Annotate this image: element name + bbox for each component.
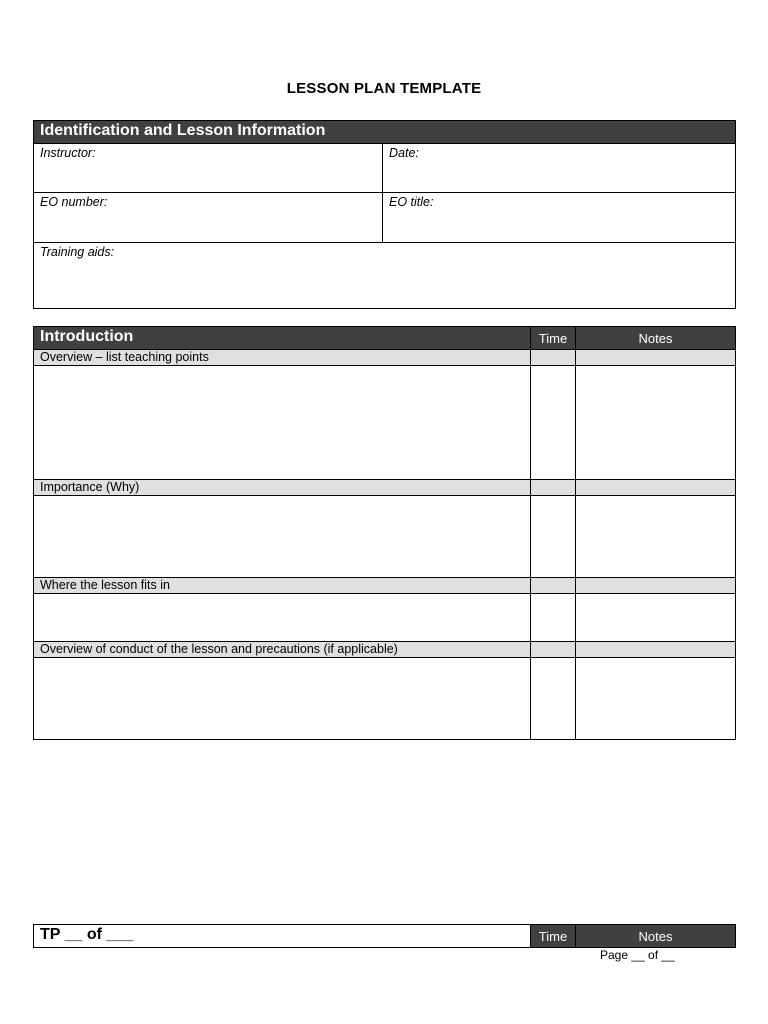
importance-time-cell[interactable] [531, 496, 576, 578]
conduct-time-cell[interactable] [531, 658, 576, 740]
section-notes-blank [576, 642, 736, 658]
page-number: Page __ of __ [600, 948, 675, 962]
section-time-blank [531, 480, 576, 496]
overview-content-cell[interactable] [34, 366, 531, 480]
section-label-lesson-fits: Where the lesson fits in [34, 578, 531, 594]
section-time-blank [531, 350, 576, 366]
teaching-point-label: TP __ of ___ [34, 925, 531, 948]
identification-table [33, 120, 736, 309]
lesson-fits-notes-cell[interactable] [576, 594, 736, 642]
overview-time-cell[interactable] [531, 366, 576, 480]
section-time-blank [531, 642, 576, 658]
eo-number-field[interactable]: EO number: [34, 193, 383, 243]
document-title: LESSON PLAN TEMPLATE [286, 80, 482, 97]
lesson-fits-content-cell[interactable] [34, 594, 531, 642]
teaching-point-table [33, 924, 736, 948]
tp-time-header: Time [531, 925, 576, 948]
eo-title-field[interactable]: EO title: [383, 193, 736, 243]
conduct-notes-cell[interactable] [576, 658, 736, 740]
section-label-overview: Overview – list teaching points [34, 350, 531, 366]
importance-notes-cell[interactable] [576, 496, 736, 578]
conduct-content-cell[interactable] [34, 658, 531, 740]
section-time-blank [531, 578, 576, 594]
identification-header: Identification and Lesson Information [34, 121, 736, 144]
section-label-importance: Importance (Why) [34, 480, 531, 496]
section-notes-blank [576, 578, 736, 594]
lesson-fits-time-cell[interactable] [531, 594, 576, 642]
overview-notes-cell[interactable] [576, 366, 736, 480]
introduction-header: Introduction [34, 327, 531, 350]
section-label-conduct: Overview of conduct of the lesson and precautions (if applicable) [34, 642, 531, 658]
instructor-field[interactable]: Instructor: [34, 144, 383, 193]
introduction-table [33, 326, 736, 740]
notes-column-header: Notes [576, 327, 736, 350]
training-aids-field[interactable]: Training aids: [34, 243, 736, 309]
importance-content-cell[interactable] [34, 496, 531, 578]
section-notes-blank [576, 350, 736, 366]
time-column-header: Time [531, 327, 576, 350]
date-field[interactable]: Date: [383, 144, 736, 193]
section-notes-blank [576, 480, 736, 496]
tp-notes-header: Notes [576, 925, 736, 948]
